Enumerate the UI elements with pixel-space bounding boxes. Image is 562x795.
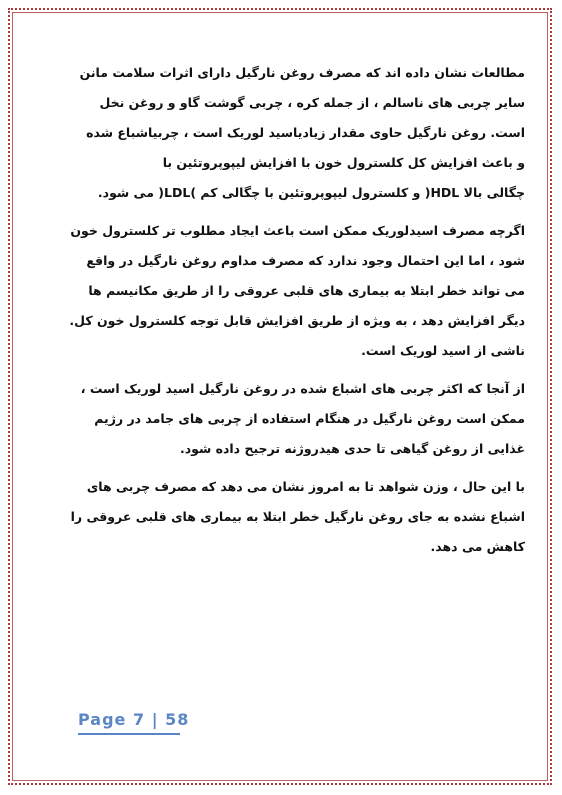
- text-line: ناشی از اسید لوریک است.: [361, 343, 525, 358]
- page-label: Page: [78, 710, 127, 729]
- page-separator: |: [151, 710, 159, 729]
- text-line: دیگر افزایش دهد ، به ویژه از طریق افزایش قابل توجه کلسترول خون کل.: [69, 313, 525, 328]
- paragraph: [60, 58, 525, 208]
- text-line: غذایی از روغن گیاهی تا حدی هیدروژنه ترجیح داده شود.: [179, 441, 525, 456]
- text-line: اگرچه مصرف اسیدلوریک ممکن است باعث ایجاد مطلوب تر کلسترول خون: [70, 223, 525, 238]
- paragraph: [60, 216, 525, 366]
- page-number: 7: [132, 710, 146, 729]
- text-line: اشباع نشده به جای روغن نارگیل خطر ابتلا به بیماری های قلبی عروقی را: [70, 509, 525, 524]
- page-footer: [78, 710, 189, 729]
- text-line: می تواند خطر ابتلا به بیماری های قلبی عروقی را از طریق مکانیسم ها: [88, 283, 525, 298]
- text-line: با این حال ، وزن شواهد تا به امروز نشان می دهد که مصرف چربی های: [86, 479, 525, 494]
- text-line: کاهش می دهد.: [430, 539, 525, 554]
- paragraph: [60, 374, 525, 464]
- text-line: چگالی بالا HDL( و کلسترول لیپوپروتئین با چگالی کم )LDL( می شود.: [97, 185, 525, 200]
- total-pages: 58: [165, 710, 190, 729]
- text-line: است. روغن نارگیل حاوی مقدار زیادیاسید لوریک است ، چربیاشباع شده: [86, 125, 525, 140]
- text-line: ممکن است روغن نارگیل در هنگام استفاده از چربی های جامد در رژیم: [94, 411, 525, 426]
- paragraph: [60, 472, 525, 562]
- text-line: از آنجا که اکثر چربی های اشباع شده در روغن نارگیل اسید لوریک است ،: [80, 381, 525, 396]
- text-line: مطالعات نشان داده اند که مصرف روغن نارگیل دارای اثرات سلامت مانن: [79, 65, 525, 80]
- text-line: شود ، اما این احتمال وجود ندارد که مصرف مداوم روغن نارگیل در واقع: [86, 253, 525, 268]
- text-line: و باعث افزایش کل کلسترول خون با افزایش لیپوپروتئین با: [162, 155, 525, 170]
- footer-underline: [78, 733, 180, 735]
- text-line: سایر چربی های ناسالم ، از جمله کره ، چربی گوشت گاو و روغن نخل: [99, 95, 525, 110]
- document-body: [60, 58, 525, 562]
